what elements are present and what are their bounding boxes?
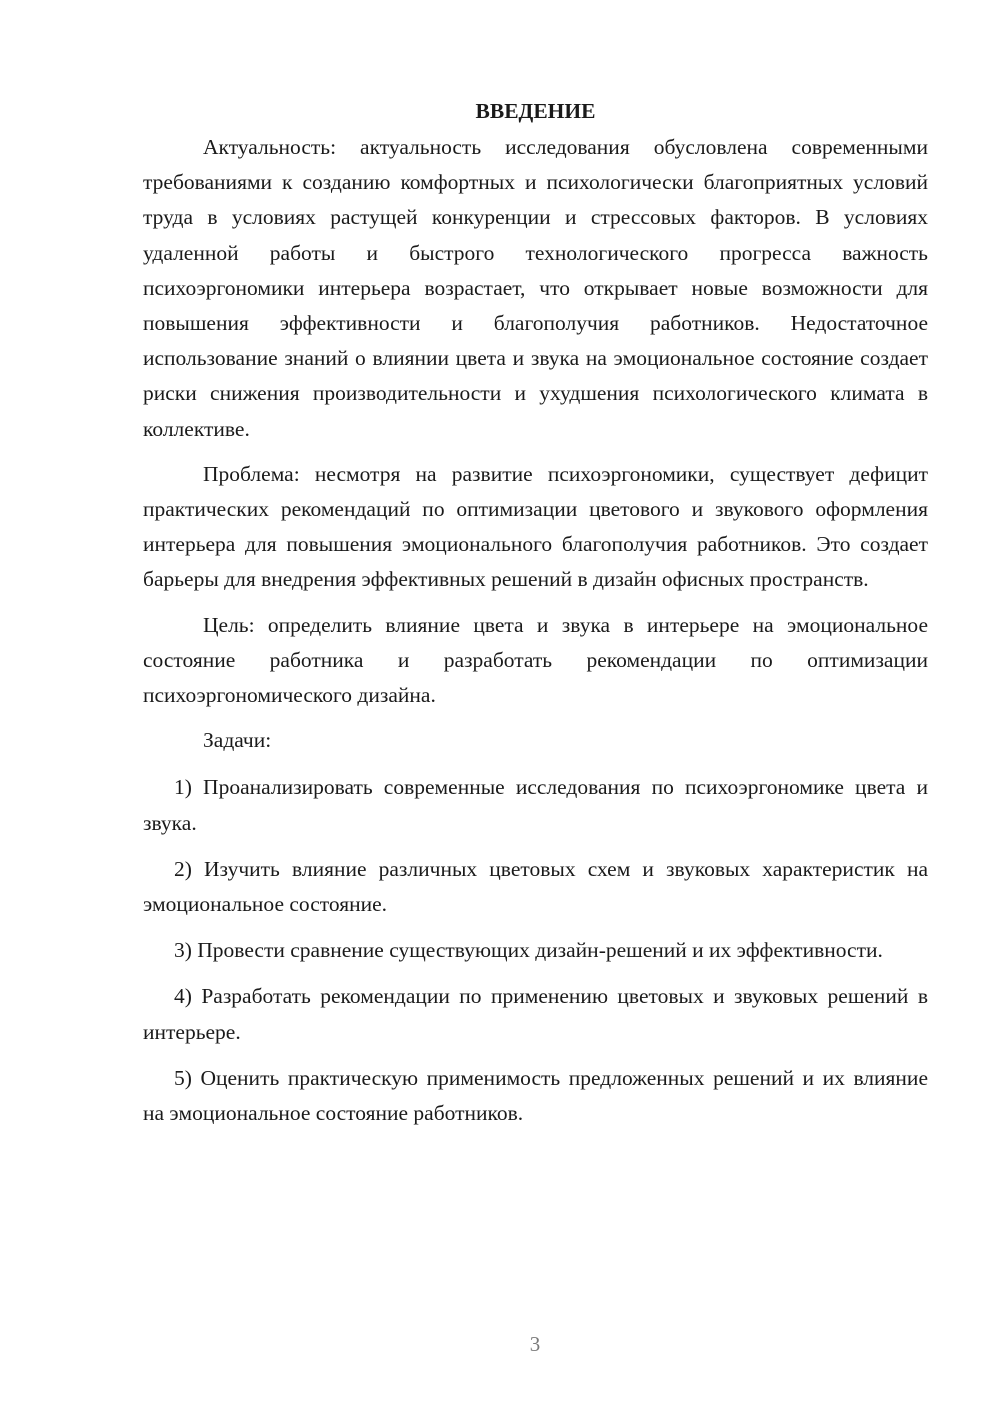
paragraph-goal: Цель: определить влияние цвета и звука в интерьере на эмоциональное состояние работника и разработать рекомендации по оптимизации психоэргономического дизайна. (143, 612, 928, 708)
paragraph-relevance: Актуальность: актуальность исследования обусловлена современными требованиями к созданию комфортных и психологически благоприятных условий труда в условиях растущей конкуренции и стрессовых факторов. В условиях удаленной работы и быстрого технологического прогресса важность психоэргономики интерьера возрастает, что открывает новые возможности для повышения эффективности и благополучия работников. Недостаточное использование знаний о влиянии цвета и звука на эмоциональное состояние создает риски снижения производительности и ухудшения психологического климата в коллективе. (143, 135, 928, 441)
tasks-list (143, 770, 928, 1131)
tasks-heading: Задачи: (203, 728, 272, 753)
task-item: 4) Разработать рекомендации по применению цветовых и звуковых решений в интерьере. (143, 984, 928, 1044)
document-page (143, 94, 928, 1142)
task-item: 2) Изучить влияние различных цветовых схем и звуковых характеристик на эмоциональное состояние. (143, 856, 928, 917)
page-title: ВВЕДЕНИЕ (475, 99, 596, 123)
paragraph-problem: Проблема: несмотря на развитие психоэргономики, существует дефицит практических рекомендаций по оптимизации цветового и звукового оформления интерьера для повышения эмоционального благополучия работников. Это создает барьеры для внедрения эффективных решений в дизайн офисных пространств. (143, 461, 928, 592)
page-number: 3 (529, 1332, 541, 1356)
task-item: 1) Проанализировать современные исследования по психоэргономике цвета и звука. (143, 775, 928, 835)
task-item: 5) Оценить практическую применимость предложенных решений и их влияние на эмоциональное состояние работников. (143, 1065, 928, 1126)
task-item: 3) Провести сравнение существующих дизайн-решений и их эффективности. (174, 938, 883, 963)
